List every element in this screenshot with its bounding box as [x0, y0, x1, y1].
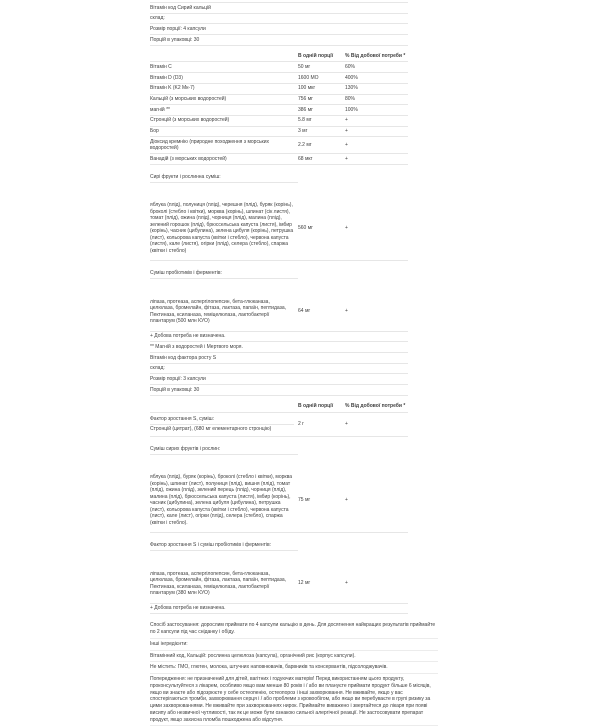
fruit-blend-row	[150, 201, 408, 262]
servings-per-pack: Порцій в упаковці: 30	[150, 36, 200, 43]
table-row	[150, 95, 408, 106]
row-dv: +	[345, 117, 348, 124]
growth-enzyme-blend-title: Фактор зростання S і суміш пробіотиків і ферментів:	[150, 540, 298, 551]
fruit-blend-title: Сирі фрукти і рослинна суміш:	[150, 172, 298, 183]
col-header-dv-2: % Від добової потреби *	[345, 403, 406, 410]
row-dv: +	[345, 156, 348, 163]
row-dv: +	[345, 308, 348, 315]
servings-per-pack-row	[150, 35, 408, 46]
row-label: Вітамін C	[150, 64, 172, 71]
table-row	[150, 84, 408, 95]
row-amount: 64 мг	[298, 308, 311, 315]
table-row	[150, 154, 408, 165]
strontium-label: Стронцій (цитрат), (680 мг елементарного стронцію)	[150, 426, 272, 433]
warning-text: Попередження: не призначений для дітей, вагітних і годуючих матерів! Перед використанням цього продукту, проконсультуйтеся з лікарем, особливо якщо вам менше 80 років і / або ви плануєте приймати продукт більше 6 місяців, якщо ви знаєте або підозрюєте у себе остеопенію, остеопороз і інші захворювання. Не вживайте, якщо у вас спостерігаються тромби, захворювання серця і / або проблеми з кровообігом, або якщо ви перебуваєте в групі ризику за цими захворюваннями. Не вживайте при захворюваннях нирок. Приймайте виважено і звертайтеся до лікаря при появі висипу або незвичної чутливості, так як це може бути ознакою сильної алергічної реакції. Не застосовувати препарат продукт, якщо захисна пломба пошкоджена або відсутня.	[150, 674, 438, 726]
table-row	[150, 127, 408, 138]
strontium-group-title: Фактор зростання S, суміш:	[150, 414, 294, 425]
row-label: Вітамін K (K2 Мк-7)	[150, 85, 195, 92]
table-row	[150, 62, 408, 73]
row-dv: +	[345, 142, 348, 149]
table-row	[150, 73, 408, 84]
row-label: магній **	[150, 106, 170, 113]
growth-enzyme-blend-section	[150, 540, 408, 551]
composition-label-row-2	[150, 364, 408, 375]
composition-label-row	[150, 14, 408, 25]
row-amount: 756 мг	[298, 96, 313, 103]
serving-size-2: Розмір порції: 3 капсули	[150, 376, 206, 383]
serving-size-row	[150, 24, 408, 35]
row-amount: 1600 МО	[298, 74, 319, 81]
row-label: Стронцій (з морських водоростей)	[150, 117, 230, 124]
row-amount: 68 мкг	[298, 156, 313, 163]
table-row	[150, 105, 408, 116]
other-ingredients-title: Інші інгредієнти:	[150, 639, 438, 651]
row-amount: 12 мг	[298, 580, 311, 587]
row-amount: 386 мг	[298, 106, 313, 113]
product-title-2: Вітамін код фактора росту S	[150, 354, 217, 361]
growth-fruit-blend-title: Суміш сирих фруктів і рослин:	[150, 444, 298, 455]
row-dv: 80%	[345, 96, 356, 103]
enzyme-blend-title: Суміш пробіотиків і ферментів:	[150, 268, 298, 279]
product-title-row	[150, 3, 408, 14]
row-dv: 130%	[345, 85, 358, 92]
row-label: Ванадій (з морських водоростей)	[150, 156, 227, 163]
row-label: Діоксид кремнію (природне походження з морських водоростей)	[150, 138, 270, 152]
growth-fruit-blend-ingredients: яблука (плід), буряк (корінь), броколі (стебло і квітки), морква (корінь), шпинат (лист), полуниця (плід), вишня (плід), томат (плід), ожина (плід), зелений перець (плід), чорниця (плід), малина (плід), брюссельська капуста (листя), імбир (корінь), часник (цибулина), зелена цибуля (цибулина), петрушка (лист), кольорова капуста (квітки і стебло), червона капуста (лист), кале (лист), огірки (плід), селера (стебло), спаржа (квітки і стебло).	[150, 474, 292, 526]
row-dv: 60%	[345, 64, 356, 71]
row-dv: 400%	[345, 74, 358, 81]
strontium-group-row	[150, 413, 408, 438]
growth-fruit-blend-section	[150, 444, 408, 455]
serving-size: Розмір порції: 4 капсули	[150, 25, 206, 32]
row-amount: 2 г	[298, 421, 304, 428]
row-amount: 3 мг	[298, 128, 308, 135]
daily-value-note-2: + Добова потреба не визначена.	[150, 604, 408, 615]
row-label: Бор	[150, 128, 159, 135]
servings-per-pack-2: Порцій в упаковці: 30	[150, 386, 200, 393]
enzyme-blend-section	[150, 268, 408, 279]
servings-per-pack-row-2	[150, 385, 408, 396]
col-header-dv: % Від добової потреби *	[345, 53, 406, 60]
row-dv: +	[345, 497, 348, 504]
product-title: Вітамін код Сирий кальцій	[150, 4, 211, 11]
table-header-row-2	[150, 402, 408, 413]
table-row	[150, 137, 408, 154]
serving-size-row-2	[150, 374, 408, 385]
row-dv: +	[345, 225, 348, 232]
supplement-facts-document	[150, 2, 436, 726]
composition-label-2: склад:	[150, 365, 165, 372]
enzyme-blend-row	[150, 297, 408, 332]
magnesium-note: ** Магній з водоростей і Мертвого моря.	[150, 342, 408, 353]
row-dv: +	[345, 128, 348, 135]
free-of-statement: Не містить: ГМО, глютен, молока, штучних наповнювачів, барвників та консервантів, підсолоджувачів.	[150, 662, 438, 674]
row-label: Вітамін D (D3)	[150, 74, 183, 81]
row-amount: 75 мг	[298, 497, 311, 504]
usage-directions: Спосіб застосування: дорослим приймати по 4 капсули кальцію в день. Для досягнення найкращих результатів приймайте по 2 капсули під час сніданку і обіду.	[150, 620, 438, 639]
row-dv: 100%	[345, 106, 358, 113]
table-header-row	[150, 52, 408, 63]
row-label: Кальцій (з морських водоростей)	[150, 96, 227, 103]
growth-enzyme-blend-row	[150, 569, 408, 604]
row-amount: 560 мг	[298, 225, 313, 232]
composition-label: склад:	[150, 15, 165, 22]
row-amount: 2.2 мг	[298, 142, 312, 149]
fruit-blend-section	[150, 172, 408, 183]
daily-value-note: + Добова потреба не визначена.	[150, 332, 408, 343]
fruit-blend-ingredients: яблука (плід), полуниця (плід), черешня (плід), буряк (корінь), броколі (стебло і квітки), морква (корінь), шпинат (сік листя), томат (плід), ожина (плід), чорниця (плід), малина (плід), зелений горошок (плід), брюссельська капуста (листя), імбир (корінь), часник (цибулина), зелена цибуля (корінь), петрушка (лист), кольорова капуста (квітки і стебло), червона капуста (листя), кале (листя), огірки (плід), селера (стебло), спаржа (квітки і стебло)	[150, 202, 294, 254]
row-amount: 50 мг	[298, 64, 311, 71]
growth-enzyme-blend-ingredients: ліпаза, протеаза, аспергілопепсин, бета-глюканаза, целюлаза, бромелайн, фітаза, лактаза, папаїн, пептидаза, Пектиназа, ксиланаза, геміцелюлаза, лактобактерії плантарум (380 млн КУО)	[150, 570, 287, 597]
table-row	[150, 116, 408, 127]
row-dv: +	[345, 421, 348, 428]
footer-text	[150, 620, 438, 726]
col-header-amount: В одній порції	[298, 53, 334, 60]
row-amount: 5.8 мг	[298, 117, 312, 124]
row-dv: +	[345, 580, 348, 587]
product-title-row-2	[150, 353, 408, 364]
enzyme-blend-ingredients: ліпаза, протеаза, аспергілопепсин, бета-глюканаза, целюлаза, бромелайн, фітаза, лактаза, папаїн, пептидаза, Пектиназа, ксиланаза, геміцелюлаза, лактобактерії плантарум (500 млн КУО)	[150, 298, 287, 325]
growth-fruit-blend-row	[150, 473, 408, 534]
col-header-amount-2: В одній порції	[298, 403, 334, 410]
other-ingredients: Вітамінний код, Кальцій: рослинна целюлоза (капсула), органічний рис (корпус капсули).	[150, 651, 438, 663]
row-amount: 100 мкг	[298, 85, 316, 92]
